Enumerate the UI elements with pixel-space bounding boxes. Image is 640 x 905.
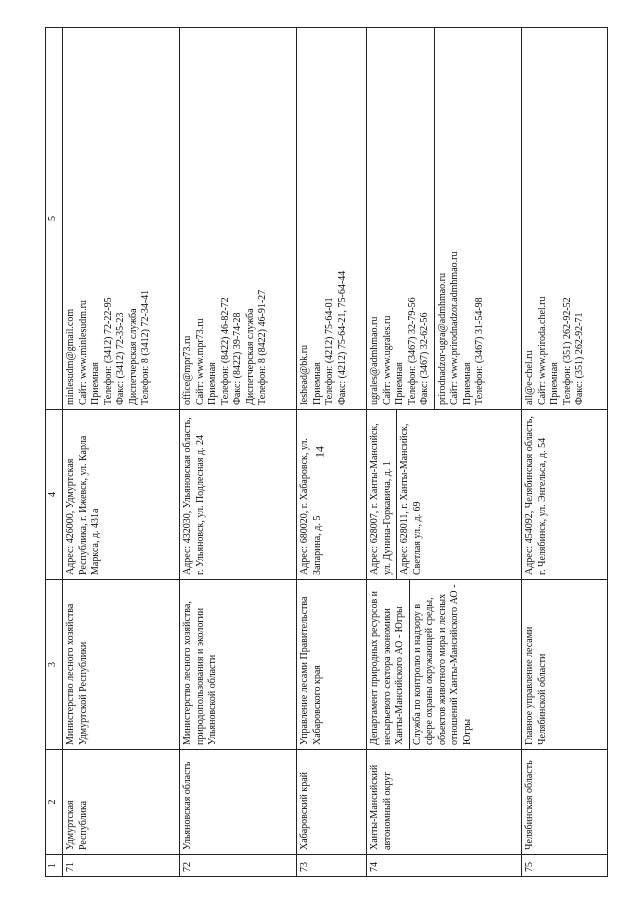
contacts-cell	[180, 28, 297, 410]
contact-line: Телефон: (3467) 31-54-98	[474, 297, 486, 405]
organization-name: Служба по контролю и надзору в сфере охраны окружающей среды, объектов животного мира и лесных отношений Ханты-Мансийского АО - Югры	[409, 580, 475, 749]
address-text: Адрес: 628011, г. Ханты-Мансийск, Светлая ул., д. 69	[396, 410, 424, 579]
contact-line: Диспетчерская служба	[244, 308, 256, 405]
contact-line: Телефон: (351) 262-92-52	[561, 297, 573, 405]
contact-line: Сайт: www.ugrales.ru	[381, 315, 393, 405]
contact-line: Факс: (3467) 32-62-56	[419, 312, 431, 405]
contact-block	[369, 32, 432, 405]
row-number-cell: 71	[63, 855, 180, 877]
address-cell	[297, 410, 367, 580]
contact-line: Телефон: (4212) 75-64-01	[324, 297, 336, 405]
contact-line: Приемная	[311, 362, 323, 405]
contact-line: Сайт: www.prirodnadzor.admhmao.ru	[449, 251, 461, 405]
region-cell: Хабаровский край	[297, 750, 367, 855]
organization-cell	[297, 580, 367, 750]
row-number-cell: 75	[522, 855, 608, 877]
row-number-cell: 72	[180, 855, 297, 877]
address-cell	[522, 410, 608, 580]
contact-line: Факс: (351) 262-92-71	[574, 312, 586, 405]
contact-line: Факс: (4212) 75-64-21, 75-64-44	[336, 270, 348, 405]
contacts-cell	[63, 28, 180, 410]
address-text: Адрес: 680020, г. Хабаровск, ул. Запарина, д. 5	[299, 438, 323, 575]
contact-line: Факс: (3412) 72-35-23	[115, 312, 126, 405]
table-header-row	[46, 28, 63, 877]
contact-block	[524, 32, 587, 405]
contact-line: Телефон: 8 (8422) 46-91-27	[257, 289, 269, 405]
contact-line: Приемная	[461, 362, 473, 405]
page-number: 14	[312, 446, 327, 458]
column-header-5: 5	[46, 28, 63, 410]
contact-line: Телефон: (8422) 46-82-72	[219, 297, 231, 405]
contact-line: Факс: (8422) 39-74-28	[232, 312, 244, 405]
contact-line: Телефон: (3467) 32-79-56	[406, 297, 418, 405]
contact-line: office@mpr73.ru	[182, 335, 194, 405]
column-header-1: 1	[46, 855, 63, 877]
address-cell	[180, 410, 297, 580]
contact-line: Приемная	[394, 362, 406, 405]
contact-line: Телефон: (3412) 72-22-95	[102, 297, 114, 405]
region-cell: Ханты-Мансийский автономный округ	[367, 750, 522, 855]
rotated-table-container	[45, 27, 608, 877]
table-row	[180, 28, 297, 877]
table-row	[63, 28, 180, 877]
contact-line: Приемная	[549, 362, 561, 405]
contact-line: Приемная	[207, 362, 219, 405]
forest-authorities-table	[45, 27, 608, 877]
contact-line: Сайт: www.mpr73.ru	[194, 318, 206, 405]
address-text: Адрес: 432030, Ульяновская область, г. Ульяновск, ул. Подлесная д. 24	[182, 417, 206, 575]
table-row	[522, 28, 608, 877]
contact-block	[65, 32, 153, 405]
organization-name: Департамент природных ресурсов и несырьевого сектора экономики Ханты-Мансийского АО - Югры	[369, 590, 406, 745]
contacts-cell	[367, 28, 522, 410]
organization-cell	[180, 580, 297, 750]
address-cell	[63, 410, 180, 580]
address-text: Адрес: 454092, Челябинская область, г. Челябинск, ул. Энгельса, д. 54	[524, 416, 548, 575]
table-body	[63, 28, 608, 877]
contact-line: minlesudm@gmail.com	[65, 308, 76, 405]
contacts-cell	[297, 28, 367, 410]
region-cell: Удмуртская Республика	[63, 750, 180, 855]
contact-line: ugrales@admhmao.ru	[369, 316, 381, 405]
organization-name: Главное управление лесами Челябинской области	[524, 626, 548, 745]
organization-name: Министерство лесного хозяйства, природопользования и экологии Ульяновской области	[182, 601, 219, 745]
contact-line: leshead@bk.ru	[299, 344, 311, 405]
contact-line: Телефон: 8 (3412) 72-34-41	[140, 289, 151, 405]
contact-line: all@e-chel.ru	[524, 350, 536, 405]
contact-line: prirodnadzor-ugra@admhmao.ru	[436, 272, 448, 405]
contact-block	[182, 32, 270, 405]
table-row	[367, 28, 522, 877]
contact-line: Сайт: www.minlesudm.ru	[77, 300, 89, 405]
column-header-2: 2	[46, 750, 63, 855]
column-header-3: 3	[46, 580, 63, 750]
region-cell: Челябинская область	[522, 750, 608, 855]
row-number-cell: 73	[297, 855, 367, 877]
row-number-cell: 74	[367, 855, 522, 877]
column-header-4: 4	[46, 410, 63, 580]
organization-cell	[522, 580, 608, 750]
contact-line: Приемная	[90, 362, 101, 405]
contact-line: Диспетчерская служба	[127, 308, 139, 405]
region-cell: Ульяновская область	[180, 750, 297, 855]
contact-line: Сайт: www.priroda.chel.ru	[536, 296, 548, 405]
organization-cell	[63, 580, 180, 750]
address-cell	[367, 410, 522, 580]
organization-name: Управление лесами Правительства Хабаровского края	[299, 596, 323, 745]
contact-block	[434, 28, 487, 409]
table-row	[297, 28, 367, 877]
organization-cell	[367, 580, 522, 750]
contact-block	[299, 32, 349, 405]
address-text: Адрес: 628007, г. Ханты-Мансийск, ул. Дунина-Горкавича, д. 1	[369, 423, 393, 575]
organization-name: Министерство лесного хозяйства Удмуртской Республики	[65, 603, 89, 745]
address-text: Адрес: 426000, Удмуртская Республика, г. Ижевск, ул. Карла Маркса, д. 431а	[65, 435, 101, 575]
contacts-cell	[522, 28, 608, 410]
